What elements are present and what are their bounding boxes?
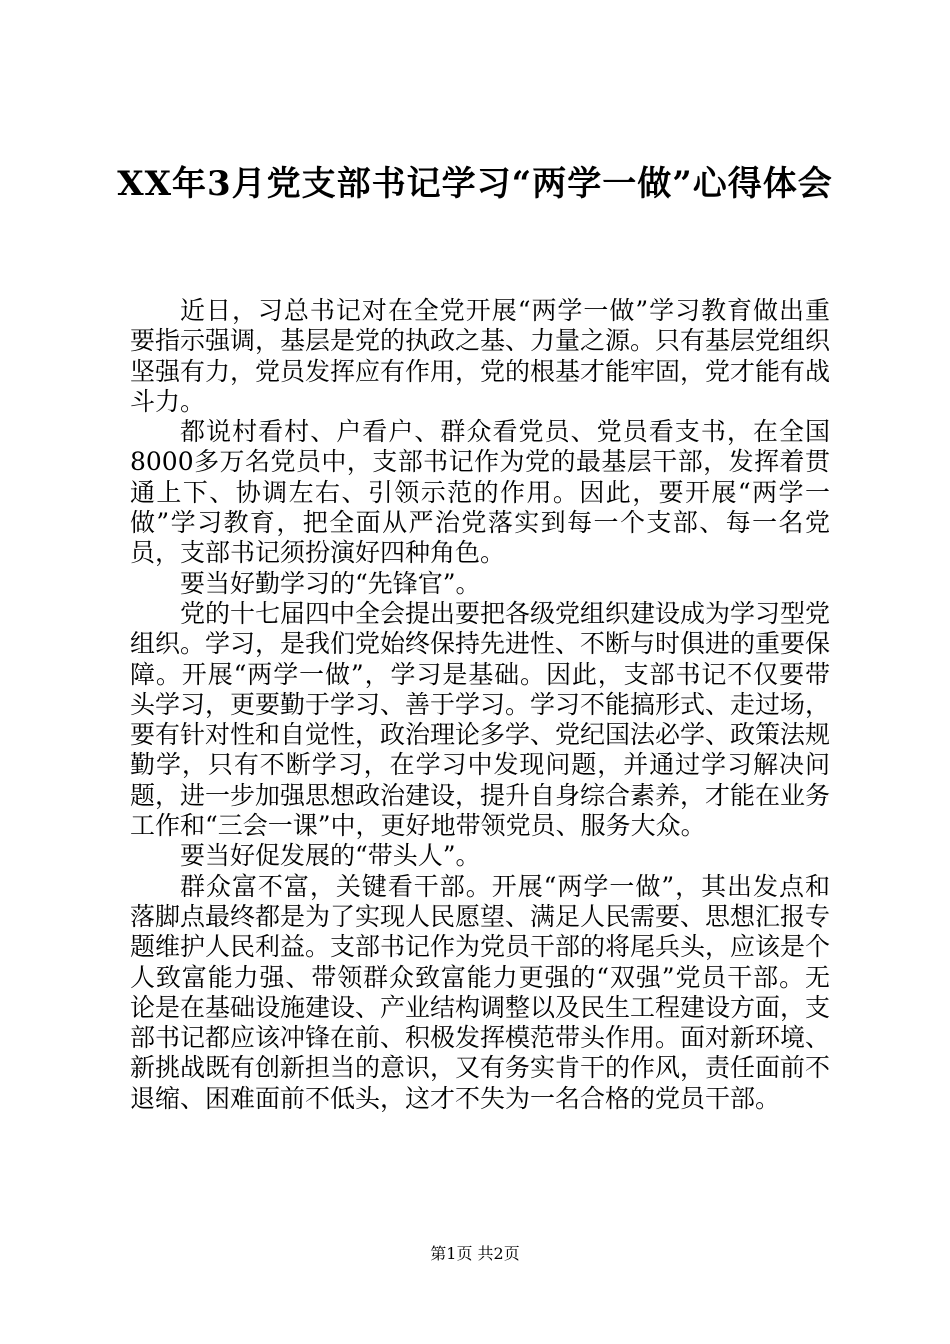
page-number-footer: 第1页 共2页	[430, 1244, 520, 1263]
paragraph: 都说村看村、户看户、群众看党员、党员看支书，在全国8000多万名党员中，支部书记作为党的最基层干部，发挥着贯通上下、协调左右、引领示范的作用。因此，要开展“两学一做”学习教育，把全面从严治党落实到每一个支部、每一名党员，支部书记须扮演好四种角色。	[130, 417, 830, 568]
document-title: XX年3月党支部书记学习“两学一做”心得体会	[117, 164, 833, 204]
paragraph: 党的十七届四中全会提出要把各级党组织建设成为学习型党组织。学习，是我们党始终保持先进性、不断与时俱进的重要保障。开展“两学一做”，学习是基础。因此，支部书记不仅要带头学习，更要勤于学习、善于学习。学习不能搞形式、走过场，要有针对性和自觉性，政治理论多学、党纪国法必学、政策法规勤学，只有不断学习，在学习中发现问题，并通过学习解决问题，进一步加强思想政治建设，提升自身综合素养，才能在业务工作和“三会一课”中，更好地带领党员、服务大众。	[130, 598, 831, 841]
section-heading: 要当好促发展的“带头人”。	[180, 841, 481, 871]
document-body	[130, 296, 830, 1114]
section-heading: 要当好勤学习的“先锋官”。	[180, 568, 481, 598]
paragraph: 群众富不富，关键看干部。开展“两学一做”，其出发点和落脚点最终都是为了实现人民愿望、满足人民需要、思想汇报专题维护人民利益。支部书记作为党员干部的将尾兵头，应该是个人致富能力强、带领群众致富能力更强的“双强”党员干部。无论是在基础设施建设、产业结构调整以及民生工程建设方面，支部书记都应该冲锋在前、积极发挥模范带头作用。面对新环境、新挑战既有创新担当的意识，又有务实肯干的作风，责任面前不退缩、困难面前不低头，这才不失为一名合格的党员干部。	[130, 871, 831, 1113]
paragraph: 近日，习总书记对在全党开展“两学一做”学习教育做出重要指示强调，基层是党的执政之基、力量之源。只有基层党组织坚强有力，党员发挥应有作用，党的根基才能牢固，党才能有战斗力。	[130, 296, 831, 416]
